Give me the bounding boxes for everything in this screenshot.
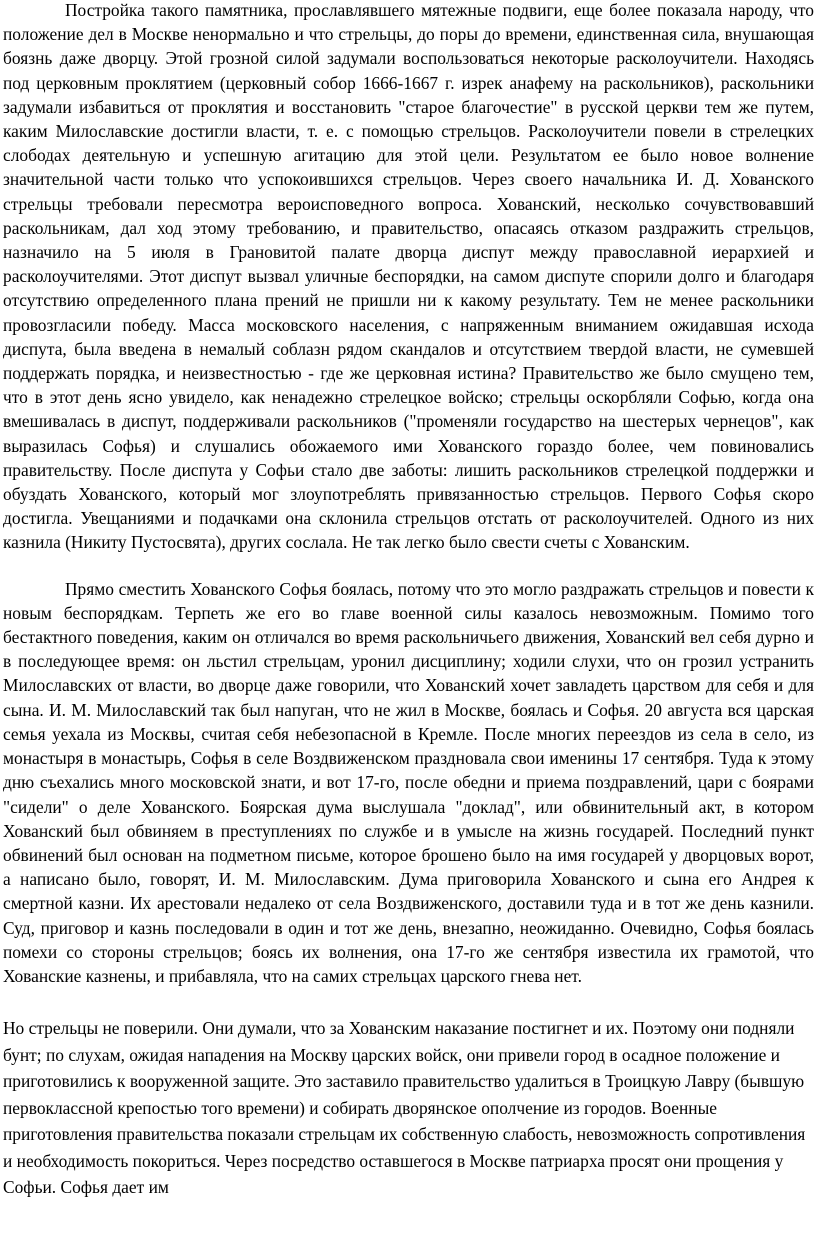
paragraph-2: Прямо сместить Хованского Софья боялась, потому что это могло раздражать стрельцов и повести к новым беспорядкам. Терпеть же его во главе военной силы казалось невозможным. Помимо того бестактного поведения, каким он отличался во время раскольничьего движения, Хованский вел себя дурно и в последующее время: он льстил стрельцам, уронил дисциплину; ходили слухи, что он грозил устранить Милославских от власти, во дворце даже говорили, что Хованский хочет завладеть царством для себя и для сына. И. М. Милославский так был напуган, что не жил в Москве, боялась и Софья. 20 августа вся царская семья уехала из Москвы, считая себя небезопасной в Кремле. После многих переездов из села в село, из монастыря в монастырь, Софья в селе Воздвиженском праздновала свои именины 17 сентября. Туда к этому дню съехались много московской знати, и вот 17-го, после обедни и приема поздравлений, цари с боярами "сидели" о деле Хованского. Боярская дума выслушала "доклад", или обвинительный акт, в котором Хованский был обвиняем в преступлениях по службе и в умысле на жизнь государей. Последний пункт обвинений был основан на подметном письме, которое брошено было на имя государей у дворцовых ворот, а написано было, говорят, И. М. Милославским. Дума приговорила Хованского и сына его Андрея к смертной казни. Их арестовали недалеко от села Воздвиженского, доставили туда и в тот же день казнили. Суд, приговор и казнь последовали в один и тот же день, внезапно, неожиданно. Очевидно, Софья боялась помехи со стороны стрельцов; боясь их волнения, она 17-го же сентября известила их грамотой, что Хованские казнены, и прибавляла, что на самих стрельцах царского гнева нет. [3,578,814,986]
paragraph-3: Но стрельцы не поверили. Они думали, что за Хованским наказание постигнет и их. Поэтому они подняли бунт; по слухам, ожидая нападения на Москву царских войск, они привели город в осадное положение и приготовились к вооруженной защите. Это заставило правительство удалиться в Троицкую Лавру (бывшую первоклассной крепостью того времени) и собирать дворянское ополчение из городов. Военные приготовления правительства показали стрельцам их собственную слабость, невозможность сопротивления и необходимость покориться. Через посредство оставшегося в Москве патриарха просят они прощения у Софьи. Софья дает им [3,1018,806,1198]
paragraph-1: Постройка такого памятника, прославлявшего мятежные подвиги, еще более показала народу, что положение дел в Москве ненормально и что стрельцы, до поры до времени, единственная сила, внушающая боязнь даже дворцу. Этой грозной силой задумали воспользоваться некоторые расколоучители. Находясь под церковным проклятием (церковный собор 1666-1667 г. изрек анафему на раскольников), раскольники задумали избавиться от проклятия и восстановить "старое благочестие" в русской церкви тем же путем, каким Милославские достигли власти, т. е. с помощью стрельцов. Расколоучители повели в стрелецких слободах деятельную и успешную агитацию для этой цели. Результатом ее было новое волнение значительной части только что успокоившихся стрельцов. Через своего начальника И. Д. Хованского стрельцы требовали пересмотра вероисповедного вопроса. Хованский, несколько сочувствовавший раскольникам, дал ход этому требованию, и правительство, опасаясь отказом раздражить стрельцов, назначило на 5 июля в Грановитой палате дворца диспут между православной иерархией и расколоучителями. Этот диспут вызвал уличные беспорядки, на самом диспуте спорили долго и благодаря отсутствию определенного плана прений не пришли ни к какому результату. Тем не менее раскольники провозгласили победу. Масса московского населения, с напряженным вниманием ожидавшая исхода диспута, была введена в немалый соблазн рядом скандалов и отсутствием твердой власти, не сумевшей поддержать порядка, и неизвестностью - где же церковная истина? Правительство же было смущено тем, что в этот день ясно увидело, как ненадежно стрелецкое войско; стрельцы оскорбляли Софью, когда она вмешивалась в диспут, поддерживали раскольников ("променяли государство на шестерых чернецов", как выразилась Софья) и слушались обожаемого ими Хованского гораздо более, чем повиновались правительству. После диспута у Софьи стало две заботы: лишить раскольников стрелецкой поддержки и обуздать Хованского, который мог злоупотреблять привязанностью стрельцов. Первого Софья скоро достигла. Увещаниями и подачками она склонила стрельцов отстать от расколоучителей. Одного из них казнила (Никиту Пустосвята), других сослала. Не так легко было свести счеты с Хованским. [3,0,814,553]
